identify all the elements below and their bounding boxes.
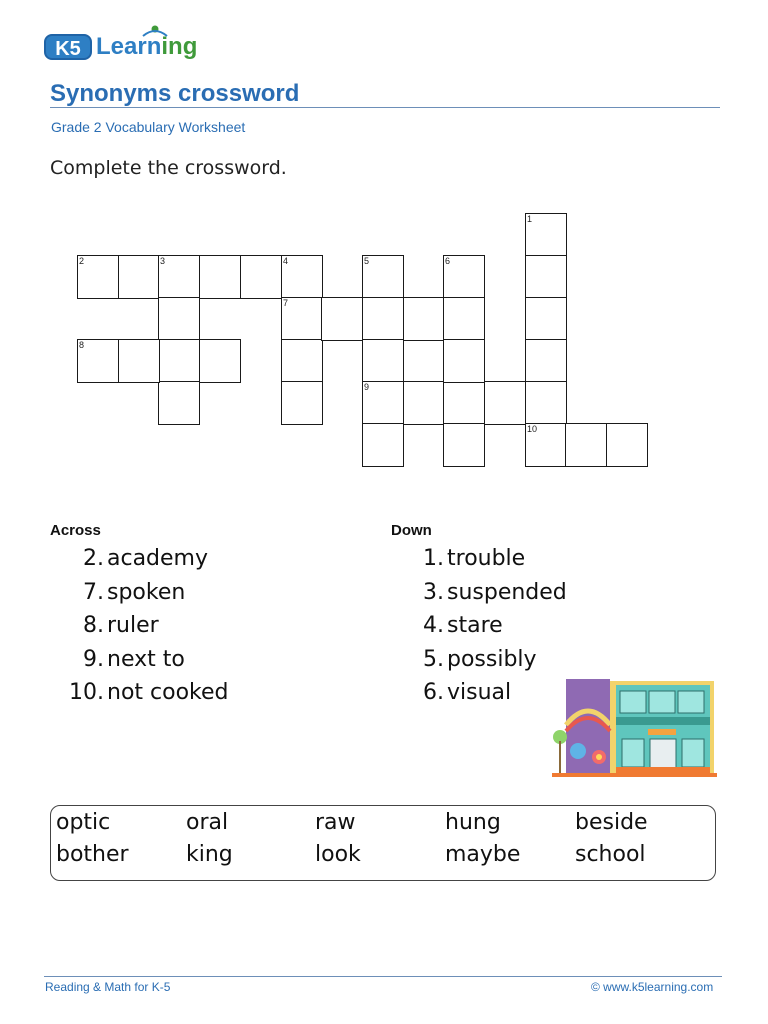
crossword-cell[interactable] bbox=[118, 255, 160, 299]
clue-number: 7. bbox=[83, 579, 104, 605]
word-bank-word: oral bbox=[186, 810, 229, 835]
crossword-cell[interactable] bbox=[525, 297, 567, 341]
clue-text: trouble bbox=[447, 546, 526, 571]
crossword-cell[interactable] bbox=[525, 255, 567, 299]
crossword-cell[interactable] bbox=[403, 381, 445, 425]
clue-text: next to bbox=[107, 646, 185, 672]
page-subtitle: Grade 2 Vocabulary Worksheet bbox=[51, 119, 246, 135]
clue-number: 10. bbox=[69, 680, 104, 705]
crossword-cell[interactable] bbox=[362, 423, 404, 467]
crossword-cell[interactable] bbox=[321, 297, 363, 341]
clue-number: 6 bbox=[445, 256, 451, 266]
clue-number: 4 bbox=[283, 256, 289, 266]
clue-number: 1. bbox=[423, 546, 444, 571]
crossword-cell[interactable] bbox=[158, 339, 200, 383]
crossword-cell-7[interactable] bbox=[281, 297, 323, 341]
crossword-cell[interactable] bbox=[281, 339, 323, 383]
crossword-cell-8[interactable] bbox=[77, 339, 119, 383]
clue-text: not cooked bbox=[107, 680, 229, 705]
school-building-illustration bbox=[552, 677, 717, 777]
crossword-cell[interactable] bbox=[362, 297, 404, 341]
clue-number: 9 bbox=[364, 382, 370, 392]
crossword-cell-1[interactable] bbox=[525, 213, 567, 257]
crossword-cell[interactable] bbox=[403, 297, 445, 341]
down-clue bbox=[0, 580, 768, 613]
clue-number: 10 bbox=[527, 424, 538, 434]
clue-text: suspended bbox=[447, 579, 567, 605]
clue-text: academy bbox=[107, 546, 209, 571]
crossword-cell[interactable] bbox=[199, 255, 241, 299]
clue-text: possibly bbox=[447, 646, 537, 672]
clue-number: 2. bbox=[83, 546, 104, 571]
clue-text: spoken bbox=[107, 579, 186, 605]
crossword-cell[interactable] bbox=[240, 255, 282, 299]
crossword-cell-3[interactable] bbox=[158, 255, 200, 299]
crossword-cell[interactable] bbox=[281, 381, 323, 425]
page-title: Synonyms crossword bbox=[50, 80, 300, 107]
down-clue bbox=[0, 647, 768, 680]
footer-tagline: Reading & Math for K-5 bbox=[45, 980, 171, 994]
clue-text: stare bbox=[447, 613, 503, 638]
crossword-cell[interactable] bbox=[362, 339, 404, 383]
crossword-cell[interactable] bbox=[606, 423, 648, 467]
word-bank-word: maybe bbox=[445, 842, 521, 867]
clue-number: 6. bbox=[423, 680, 444, 705]
crossword-cell[interactable] bbox=[443, 381, 485, 425]
clue-number: 1 bbox=[527, 214, 533, 224]
crossword-cell[interactable] bbox=[525, 339, 567, 383]
footer-divider bbox=[44, 976, 722, 977]
crossword-cell-6[interactable] bbox=[443, 255, 485, 299]
clue-number: 5. bbox=[423, 646, 444, 672]
word-bank-word: look bbox=[315, 842, 361, 867]
word-bank-word: optic bbox=[56, 810, 111, 835]
crossword-cell[interactable] bbox=[443, 297, 485, 341]
logo-k5-badge: K5 bbox=[44, 34, 92, 60]
word-bank-word: king bbox=[186, 842, 233, 867]
clue-text: ruler bbox=[107, 613, 159, 638]
crossword-cell[interactable] bbox=[443, 423, 485, 467]
crossword-grid bbox=[0, 0, 768, 480]
footer-website-link[interactable]: © www.k5learning.com bbox=[591, 980, 714, 994]
clue-number: 8 bbox=[79, 340, 85, 350]
down-clue bbox=[0, 546, 768, 579]
clue-number: 3. bbox=[423, 579, 444, 605]
clue-number: 5 bbox=[364, 256, 370, 266]
across-heading: Across bbox=[50, 522, 101, 539]
crossword-cell-10[interactable] bbox=[525, 423, 567, 467]
crossword-cell-2[interactable] bbox=[77, 255, 119, 299]
logo-figure-icon bbox=[140, 24, 170, 40]
word-bank-word: bother bbox=[56, 842, 129, 867]
crossword-cell[interactable] bbox=[158, 381, 200, 425]
logo-word-main: Learn bbox=[96, 33, 162, 60]
crossword-cell[interactable] bbox=[443, 339, 485, 383]
crossword-cell[interactable] bbox=[158, 297, 200, 341]
clue-number: 7 bbox=[283, 298, 289, 308]
crossword-cell[interactable] bbox=[199, 339, 241, 383]
instruction-text: Complete the crossword. bbox=[50, 157, 287, 179]
clue-number: 3 bbox=[160, 256, 166, 266]
clue-number: 2 bbox=[79, 256, 85, 266]
crossword-cell-4[interactable] bbox=[281, 255, 323, 299]
crossword-cell[interactable] bbox=[484, 381, 526, 425]
crossword-cell[interactable] bbox=[525, 381, 567, 425]
word-bank-word: raw bbox=[315, 810, 356, 835]
crossword-cell-9[interactable] bbox=[362, 381, 404, 425]
crossword-cell-5[interactable] bbox=[362, 255, 404, 299]
word-bank-word: school bbox=[575, 842, 646, 867]
logo-word-ing: ing bbox=[161, 33, 198, 60]
word-bank-word: hung bbox=[445, 810, 501, 835]
title-divider bbox=[50, 107, 720, 108]
clue-number: 9. bbox=[83, 646, 104, 672]
k5-learning-logo bbox=[44, 24, 204, 68]
clue-text: visual bbox=[447, 680, 512, 705]
clue-number: 4. bbox=[423, 613, 444, 638]
word-bank-box bbox=[50, 805, 716, 881]
word-bank-word: beside bbox=[575, 810, 648, 835]
clue-number: 8. bbox=[83, 613, 104, 638]
down-heading: Down bbox=[391, 522, 432, 539]
crossword-cell[interactable] bbox=[565, 423, 607, 467]
down-clue bbox=[0, 613, 768, 646]
crossword-cell[interactable] bbox=[118, 339, 160, 383]
